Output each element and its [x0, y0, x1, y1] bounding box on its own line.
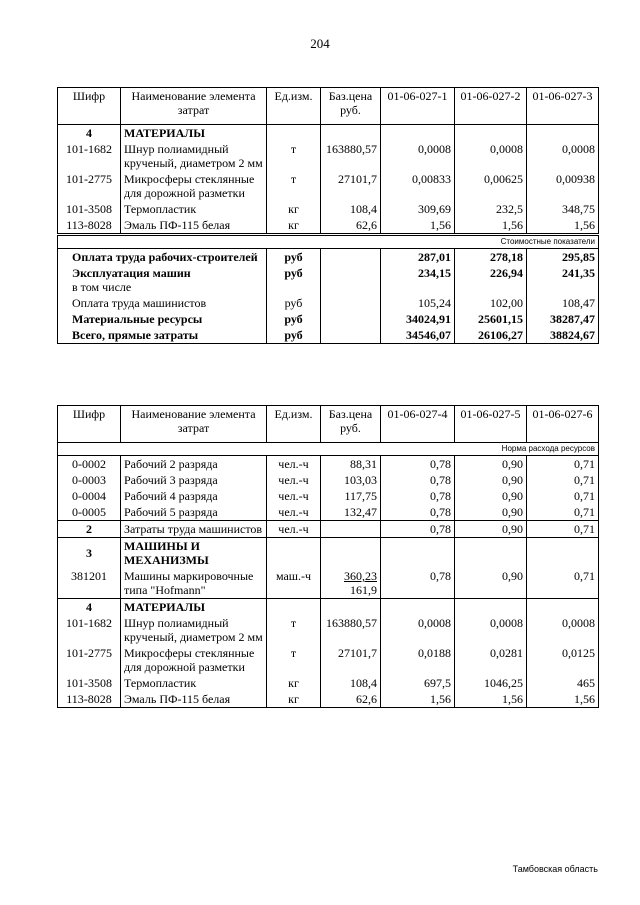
- footer-region: Тамбовская область: [512, 864, 598, 874]
- row-price: 62,6: [321, 691, 381, 708]
- cost-name: Всего, прямые затраты: [58, 327, 267, 344]
- row-value-1: 0,78: [381, 504, 455, 521]
- header-col-2: 01-06-027-2: [455, 88, 527, 125]
- group-code: 4: [58, 125, 121, 142]
- row-price: 27101,7: [321, 171, 381, 201]
- row-value-3: 1,56: [527, 217, 599, 235]
- row-value-3: 0,71: [527, 488, 599, 504]
- row-unit: т: [267, 171, 321, 201]
- row-value-3: 0,71: [527, 504, 599, 521]
- row-code: 101-2775: [58, 645, 121, 675]
- row-value-3: 348,75: [527, 201, 599, 217]
- row-unit: чел.-ч: [267, 488, 321, 504]
- row-price: 132,47: [321, 504, 381, 521]
- cost-unit: руб: [267, 295, 321, 311]
- norm-note: Норма расхода ресурсов: [58, 443, 599, 456]
- cost-value-2: 26106,27: [455, 327, 527, 344]
- row-unit: чел.-ч: [267, 521, 321, 538]
- table-row: [58, 675, 599, 691]
- row-value-3: 0,71: [527, 456, 599, 473]
- row-code: 0-0003: [58, 472, 121, 488]
- header-unit: Ед.изм.: [267, 406, 321, 443]
- row-value-1: 0,78: [381, 488, 455, 504]
- row-value-3: 0,00938: [527, 171, 599, 201]
- group-row-materials: [58, 599, 599, 616]
- cost-note-row: [58, 235, 599, 249]
- group-name: МАШИНЫ И МЕХАНИЗМЫ: [121, 538, 267, 569]
- table-row: [58, 568, 599, 599]
- row-name: Рабочий 5 разряда: [121, 504, 267, 521]
- row-value-1: 309,69: [381, 201, 455, 217]
- row-value-3: 0,0125: [527, 645, 599, 675]
- row-name: Микросферы стеклянные для дорожной разметки: [121, 171, 267, 201]
- row-value-3: 465: [527, 675, 599, 691]
- row-value-1: 0,00833: [381, 171, 455, 201]
- row-code: 2: [58, 521, 121, 538]
- row-value-2: 0,90: [455, 456, 527, 473]
- header-price: Баз.цена руб.: [321, 88, 381, 125]
- cost-value-3: 38287,47: [527, 311, 599, 327]
- row-code: 101-3508: [58, 201, 121, 217]
- cost-value-3: 108,47: [527, 295, 599, 311]
- cost-subnote: в том числе: [72, 280, 132, 294]
- row-value-2: 1,56: [455, 691, 527, 708]
- cost-unit: руб: [267, 327, 321, 344]
- row-name: Машины маркировочные типа "Hofmann": [121, 568, 267, 599]
- cost-row: [58, 311, 599, 327]
- table-row: [58, 456, 599, 473]
- group-code: 4: [58, 599, 121, 616]
- row-name: Термопластик: [121, 675, 267, 691]
- row-name: Шнур полиамидный крученый, диаметром 2 мм: [121, 615, 267, 645]
- row-price: 163880,57: [321, 615, 381, 645]
- row-value-3: 0,0008: [527, 141, 599, 171]
- row-value-1: 0,0008: [381, 141, 455, 171]
- row-price: 88,31: [321, 456, 381, 473]
- row-code: 0-0005: [58, 504, 121, 521]
- row-unit: кг: [267, 675, 321, 691]
- row-price: 117,75: [321, 488, 381, 504]
- table-row: [58, 645, 599, 675]
- table-row: [58, 141, 599, 171]
- row-value-1: 697,5: [381, 675, 455, 691]
- row-price: 62,6: [321, 217, 381, 235]
- cost-name: Оплата труда машинистов: [58, 295, 267, 311]
- cost-value-2: 102,00: [455, 295, 527, 311]
- resource-table-2: [57, 405, 599, 708]
- row-unit: чел.-ч: [267, 504, 321, 521]
- operators-row: [58, 521, 599, 538]
- row-unit: т: [267, 615, 321, 645]
- row-value-1: 0,0008: [381, 615, 455, 645]
- row-value-2: 0,0008: [455, 615, 527, 645]
- row-value-2: 1,56: [455, 217, 527, 235]
- row-value-3: 1,56: [527, 691, 599, 708]
- row-code: 113-8028: [58, 217, 121, 235]
- row-unit: т: [267, 645, 321, 675]
- cost-note: Стоимостные показатели: [58, 235, 599, 249]
- row-code: 101-1682: [58, 141, 121, 171]
- page-number: 204: [310, 36, 330, 51]
- header-col-3: 01-06-027-3: [527, 88, 599, 125]
- cost-row: [58, 295, 599, 311]
- table-row: [58, 504, 599, 521]
- cost-name: Оплата труда рабочих-строителей: [58, 249, 267, 266]
- table-header-row: [58, 406, 599, 443]
- row-name: Рабочий 4 разряда: [121, 488, 267, 504]
- cost-value-3: 38824,67: [527, 327, 599, 344]
- cost-value-1: 34024,91: [381, 311, 455, 327]
- cost-name: Материальные ресурсы: [58, 311, 267, 327]
- row-name: Рабочий 3 разряда: [121, 472, 267, 488]
- row-value-2: 0,00625: [455, 171, 527, 201]
- group-row-machines: [58, 538, 599, 569]
- row-value-2: 0,90: [455, 504, 527, 521]
- row-name: Эмаль ПФ-115 белая: [121, 691, 267, 708]
- row-name: Шнур полиамидный крученый, диаметром 2 мм: [121, 141, 267, 171]
- row-unit: кг: [267, 691, 321, 708]
- row-price: 163880,57: [321, 141, 381, 171]
- row-price: 108,4: [321, 201, 381, 217]
- cost-row: [58, 249, 599, 266]
- row-value-2: 0,90: [455, 521, 527, 538]
- cost-unit: руб: [267, 249, 321, 266]
- row-value-2: 0,0008: [455, 141, 527, 171]
- row-unit: маш.-ч: [267, 568, 321, 599]
- cost-value-2: 278,18: [455, 249, 527, 266]
- row-name: Эмаль ПФ-115 белая: [121, 217, 267, 235]
- row-code: 0-0002: [58, 456, 121, 473]
- cost-value-1: 287,01: [381, 249, 455, 266]
- row-value-2: 0,90: [455, 568, 527, 599]
- header-code: Шифр: [58, 88, 121, 125]
- row-value-1: 1,56: [381, 217, 455, 235]
- norm-note-row: [58, 443, 599, 456]
- header-name: Наименование элемента затрат: [121, 88, 267, 125]
- table-header-row: [58, 88, 599, 125]
- row-value-1: 1,56: [381, 691, 455, 708]
- group-name: МАТЕРИАЛЫ: [121, 125, 267, 142]
- table-row: [58, 472, 599, 488]
- table-row: [58, 615, 599, 645]
- row-name: Термопластик: [121, 201, 267, 217]
- row-value-2: 0,90: [455, 472, 527, 488]
- group-code: 3: [58, 538, 121, 569]
- row-code: 381201: [58, 568, 121, 599]
- row-name: Микросферы стеклянные для дорожной разметки: [121, 645, 267, 675]
- row-unit: кг: [267, 201, 321, 217]
- row-value-2: 0,0281: [455, 645, 527, 675]
- cost-value-3: 295,85: [527, 249, 599, 266]
- resource-table-1: [57, 87, 599, 344]
- cost-value-2: 25601,15: [455, 311, 527, 327]
- row-value-3: 0,0008: [527, 615, 599, 645]
- row-value-3: 0,71: [527, 472, 599, 488]
- cost-row: [58, 265, 599, 295]
- cost-value-2: 226,94: [455, 265, 527, 295]
- row-code: 113-8028: [58, 691, 121, 708]
- row-value-3: 0,71: [527, 568, 599, 599]
- row-value-1: 0,78: [381, 472, 455, 488]
- header-unit: Ед.изм.: [267, 88, 321, 125]
- cost-value-1: 234,15: [381, 265, 455, 295]
- table-row: [58, 201, 599, 217]
- row-value-1: 0,78: [381, 456, 455, 473]
- header-col-5: 01-06-027-5: [455, 406, 527, 443]
- table-row: [58, 691, 599, 708]
- row-value-2: 232,5: [455, 201, 527, 217]
- header-price: Баз.цена руб.: [321, 406, 381, 443]
- header-col-6: 01-06-027-6: [527, 406, 599, 443]
- row-code: 0-0004: [58, 488, 121, 504]
- row-value-3: 0,71: [527, 521, 599, 538]
- header-name: Наименование элемента затрат: [121, 406, 267, 443]
- cost-value-1: 105,24: [381, 295, 455, 311]
- row-value-2: 0,90: [455, 488, 527, 504]
- cost-name: Эксплуатация машин: [72, 266, 191, 280]
- row-price: 360,23: [344, 569, 377, 583]
- table-row: [58, 217, 599, 235]
- table-row: [58, 488, 599, 504]
- cost-unit: руб: [267, 311, 321, 327]
- row-price-cell: [321, 568, 381, 599]
- cost-name-cell: [58, 265, 267, 295]
- group-row-materials: [58, 125, 599, 142]
- row-unit: т: [267, 141, 321, 171]
- table-row: [58, 171, 599, 201]
- row-name: Затраты труда машинистов: [121, 521, 267, 538]
- cost-value-1: 34546,07: [381, 327, 455, 344]
- row-price-operator: 161,9: [350, 583, 377, 597]
- cost-row: [58, 327, 599, 344]
- row-unit: чел.-ч: [267, 472, 321, 488]
- row-name: Рабочий 2 разряда: [121, 456, 267, 473]
- row-value-1: 0,0188: [381, 645, 455, 675]
- row-unit: кг: [267, 217, 321, 235]
- row-value-2: 1046,25: [455, 675, 527, 691]
- row-value-1: 0,78: [381, 568, 455, 599]
- header-col-4: 01-06-027-4: [381, 406, 455, 443]
- row-price: 103,03: [321, 472, 381, 488]
- cost-unit: руб: [267, 265, 321, 295]
- group-name: МАТЕРИАЛЫ: [121, 599, 267, 616]
- header-col-1: 01-06-027-1: [381, 88, 455, 125]
- row-price: 27101,7: [321, 645, 381, 675]
- row-price: 108,4: [321, 675, 381, 691]
- cost-value-3: 241,35: [527, 265, 599, 295]
- row-unit: чел.-ч: [267, 456, 321, 473]
- row-code: 101-2775: [58, 171, 121, 201]
- row-code: 101-3508: [58, 675, 121, 691]
- row-code: 101-1682: [58, 615, 121, 645]
- header-code: Шифр: [58, 406, 121, 443]
- row-value-1: 0,78: [381, 521, 455, 538]
